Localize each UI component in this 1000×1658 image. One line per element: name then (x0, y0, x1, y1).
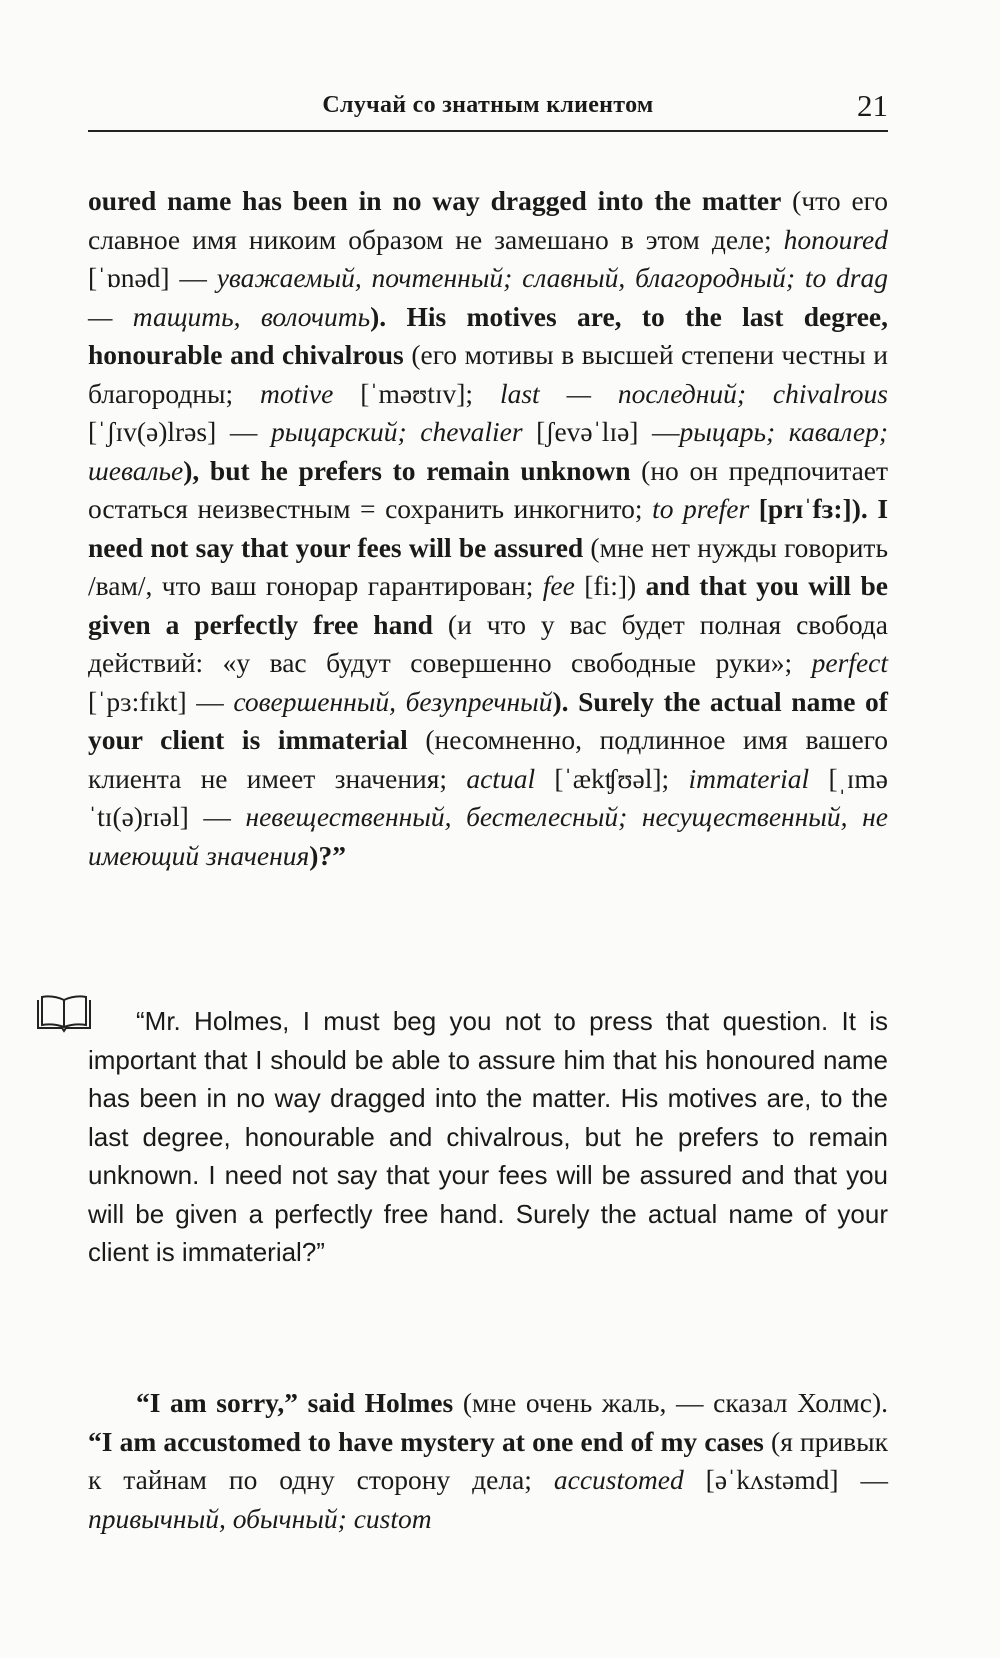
gloss-text: [ˈʃɪv(ə)lrəs] — (88, 416, 271, 447)
italic-term: actual (466, 762, 536, 794)
gloss-text: (его мотивы в высшей степени честны и благородны; (88, 339, 888, 409)
italic-term: to prefer (652, 493, 750, 524)
italic-term: honoured (783, 223, 888, 255)
gloss-text: [ˈækʧʊəl]; (535, 762, 689, 794)
italic-term: fee (542, 570, 575, 601)
italic-term: привычный, обычный; custom (88, 1502, 432, 1534)
gloss-text: (несомненно, подлинное имя вашего клиента не имеет значения; (88, 724, 889, 794)
gloss-text: [əˈkʌstəmd] — (683, 1464, 888, 1495)
italic-term: совершенный, безупречный (233, 685, 553, 717)
page-number: 21 (857, 88, 888, 123)
gloss-paragraph-2 (88, 1384, 888, 1538)
header-title: Случай со знатным клиентом (322, 92, 654, 118)
bold-phrase: but he prefers to remain unknown (209, 454, 631, 486)
italic-term: immaterial (688, 762, 810, 794)
bold-phrase: and that you will be given a perfectly free hand (88, 570, 888, 640)
gloss-text: ). (370, 300, 407, 332)
bold-phrase: I need not say that your fees will be assured (88, 493, 889, 563)
gloss-text: (мне очень жаль, — сказал Холмс). (453, 1387, 888, 1418)
running-header (88, 86, 888, 132)
italic-term: last — последний; chivalrous (499, 377, 888, 409)
open-book-icon (34, 994, 94, 1034)
gloss-text: ), (183, 454, 210, 486)
bold-phrase: “I am sorry,” said Holmes (136, 1387, 454, 1418)
gloss-text: [ˌɪməˈtɪ(ə)rɪəl] — (88, 762, 889, 832)
gloss-text: (и что у вас будет полная свобода действий: «у вас будут совершенно свободные руки»; (88, 608, 889, 678)
italic-term: рыцарь; кавалер; шевалье (88, 416, 888, 486)
italic-term: accustomed (553, 1464, 684, 1495)
bold-phrase: His motives are, to the last degree, honourable and chivalrous (88, 300, 888, 370)
bold-phrase: oured name has been in no way dragged into the matter (88, 185, 782, 216)
gloss-text: [prɪˈfɜ:]). (749, 493, 878, 524)
italic-term: motive (260, 377, 334, 409)
italic-term: рыцарский; chevalier (270, 416, 523, 447)
gloss-text: [ʃevəˈlɪə] — (522, 416, 680, 447)
gloss-text: [fi:]) (574, 570, 646, 601)
italic-term: невещественный, бестелесный; несущественный, не имеющий значения (88, 801, 888, 871)
gloss-paragraph-1 (88, 182, 888, 875)
gloss-text: (но он предпочитает остаться неизвестным = сохранить инкогнито; (88, 454, 888, 524)
bold-phrase: Surely the actual name of your client is immaterial (88, 685, 888, 755)
italic-term: perfect (811, 647, 888, 678)
gloss-text: (я привык к тайнам по одну сторону дела; (88, 1425, 888, 1495)
gloss-text: )?” (309, 839, 346, 871)
bold-phrase: “I am accustomed to have mystery at one end of my cases (88, 1425, 764, 1457)
gloss-text: [ˈɒnəd] — (88, 262, 217, 293)
gloss-text: [ˈpɜ:fɪkt] — (88, 685, 234, 717)
original-paragraph: “Mr. Holmes, I must beg you not to press that question. It is important that I should be able to assure him that his honoured name has been in no way dragged into the matter. His motives are, to the last degree, honourable and chivalrous, but he prefers to remain unknown. I need not say that your fees will be assured and that you will be given a perfectly free hand. Surely the actual name of your client is immaterial?” (88, 1006, 888, 1267)
gloss-text: (что его славное имя никоим образом не замешано в этом деле; (88, 185, 888, 255)
gloss-text: (мне нет нужды говорить /вам/, что ваш гонорар гарантирован; (88, 531, 888, 601)
gloss-text: ). (552, 685, 579, 717)
gloss-text: [ˈməʊtɪv]; (333, 377, 500, 409)
italic-term: уважаемый, почтенный; славный, благородный; to drag — тащить, волочить (88, 262, 888, 332)
